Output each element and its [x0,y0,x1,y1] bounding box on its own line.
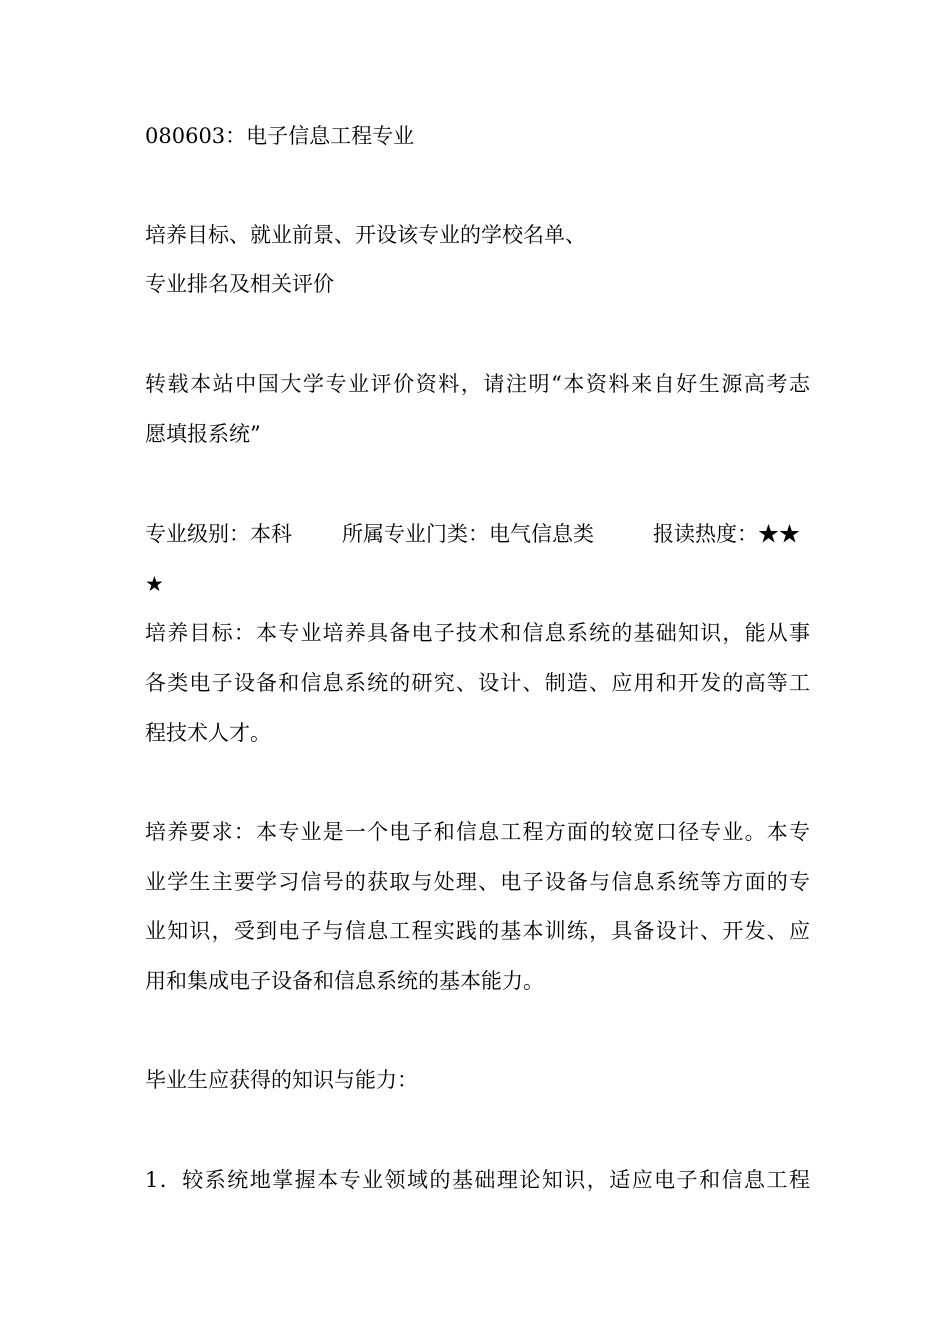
goal-line-3: 程技术人才。 [145,721,271,745]
major-meta-row [145,518,810,550]
popularity-rating: 报读热度：★★ [653,522,800,546]
popularity-rating-overflow: ★ [145,572,164,596]
ability-item-1: 1．较系统地掌握本专业领域的基础理论知识，适应电子和信息工程 [145,1168,810,1192]
abilities-heading: 毕业生应获得的知识与能力： [145,1068,418,1092]
requirement-line-2: 业学生主要学习信号的获取与处理、电子设备与信息系统等方面的专 [145,870,810,894]
subtitle-line-1: 培养目标、就业前景、开设该专业的学校名单、 [145,223,586,247]
notice-line-1: 转载本站中国大学专业评价资料，请注明“本资料来自好生源高考志 [145,372,810,396]
requirement-line-1: 培养要求：本专业是一个电子和信息工程方面的较宽口径专业。本专 [145,820,810,844]
goal-line-2: 各类电子设备和信息系统的研究、设计、制造、应用和开发的高等工 [145,671,810,695]
subtitle-line-2: 专业排名及相关评价 [145,272,334,296]
requirement-line-3: 业知识，受到电子与信息工程实践的基本训练，具备设计、开发、应 [145,919,810,943]
major-level: 专业级别：本科 [145,522,292,546]
major-category: 所属专业门类：电气信息类 [342,522,594,546]
requirement-line-4: 用和集成电子设备和信息系统的基本能力。 [145,969,544,993]
major-code-title: 080603：电子信息工程专业 [145,124,415,148]
notice-line-2: 愿填报系统” [145,422,261,446]
goal-line-1: 培养目标：本专业培养具备电子技术和信息系统的基础知识，能从事 [145,621,810,645]
